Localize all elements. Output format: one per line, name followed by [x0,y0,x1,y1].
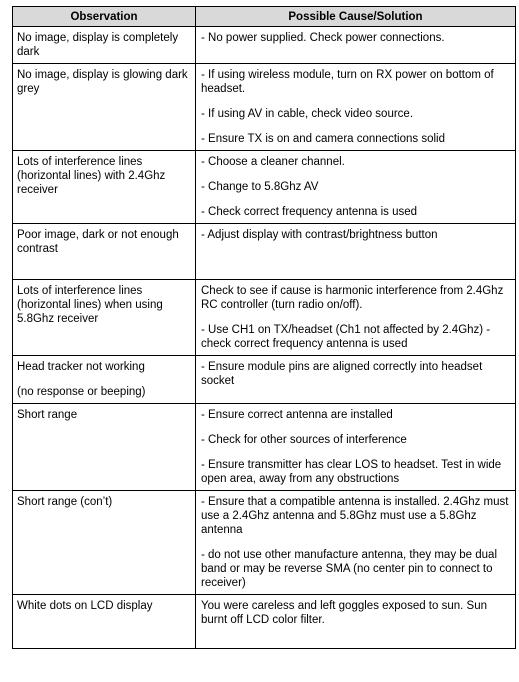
table-row [13,404,516,491]
header-observation: Observation [13,7,196,27]
observation-text: Lots of interference lines (horizontal lines) with 2.4Ghz receiver [17,156,166,196]
observation-cell [13,151,196,224]
table-row [13,27,516,64]
table-row [13,491,516,595]
observation-text: Head tracker not working [17,361,145,373]
observation-text: Lots of interference lines (horizontal lines) when using 5.8Ghz receiver [17,285,163,325]
table-row [13,64,516,151]
solution-cell [196,595,516,649]
solution-text: - No power supplied. Check power connections. [201,32,445,44]
table-row [13,224,516,280]
solution-text: - do not use other manufacture antenna, they may be dual band or may be reverse SMA (no center pin to connect to receiver) [201,549,497,589]
solution-text: You were careless and left goggles exposed to sun. Sun burnt off LCD color filter. [201,600,487,626]
solution-cell [196,404,516,491]
observation-text: White dots on LCD display [17,600,153,612]
observation-cell [13,224,196,280]
observation-cell [13,404,196,491]
table-row [13,356,516,404]
solution-text: - Check correct frequency antenna is used [201,206,418,218]
solution-cell [196,280,516,356]
table-row [13,151,516,224]
solution-text: - Ensure that a compatible antenna is installed. 2.4Ghz must use a 2.4Ghz antenna and 5.8Ghz must use a 5.8Ghz antenna [201,496,509,536]
table-body [13,27,516,649]
observation-cell [13,491,196,595]
troubleshooting-document [12,6,515,649]
solution-text: - Check for other sources of interference [201,434,407,446]
observation-text: No image, display is glowing dark grey [17,69,188,95]
observation-text: Short range [17,409,78,421]
solution-text: - Choose a cleaner channel. [201,156,345,168]
solution-cell [196,356,516,404]
solution-text: - Use CH1 on TX/headset (Ch1 not affected by 2.4Ghz) - check correct frequency antenna is used [201,324,491,350]
solution-cell [196,64,516,151]
solution-cell [196,151,516,224]
troubleshooting-table [12,6,516,649]
observation-cell [13,280,196,356]
solution-text: Check to see if cause is harmonic interference from 2.4Ghz RC controller (turn radio on/off). [201,285,504,311]
solution-text: - If using wireless module, turn on RX power on bottom of headset. [201,69,494,95]
solution-text: - Adjust display with contrast/brightness button [201,229,438,241]
observation-text: (no response or beeping) [17,386,146,398]
solution-cell [196,27,516,64]
observation-cell [13,356,196,404]
observation-cell [13,27,196,64]
table-row [13,595,516,649]
observation-text: Poor image, dark or not enough contrast [17,229,179,255]
solution-cell [196,224,516,280]
observation-text: Short range (con’t) [17,496,113,508]
solution-text: - Ensure module pins are aligned correctly into headset socket [201,361,483,387]
solution-text: - Ensure transmitter has clear LOS to headset. Test in wide open area, away from any obstructions [201,459,502,485]
observation-text: No image, display is completely dark [17,32,179,58]
table-header-row [13,7,516,27]
solution-text: - Ensure correct antenna are installed [201,409,393,421]
header-possible-cause-solution: Possible Cause/Solution [196,7,516,27]
table-row [13,280,516,356]
solution-text: - If using AV in cable, check video source. [201,108,414,120]
observation-cell [13,595,196,649]
solution-text: - Change to 5.8Ghz AV [201,181,319,193]
solution-text: - Ensure TX is on and camera connections solid [201,133,445,145]
solution-cell [196,491,516,595]
observation-cell [13,64,196,151]
